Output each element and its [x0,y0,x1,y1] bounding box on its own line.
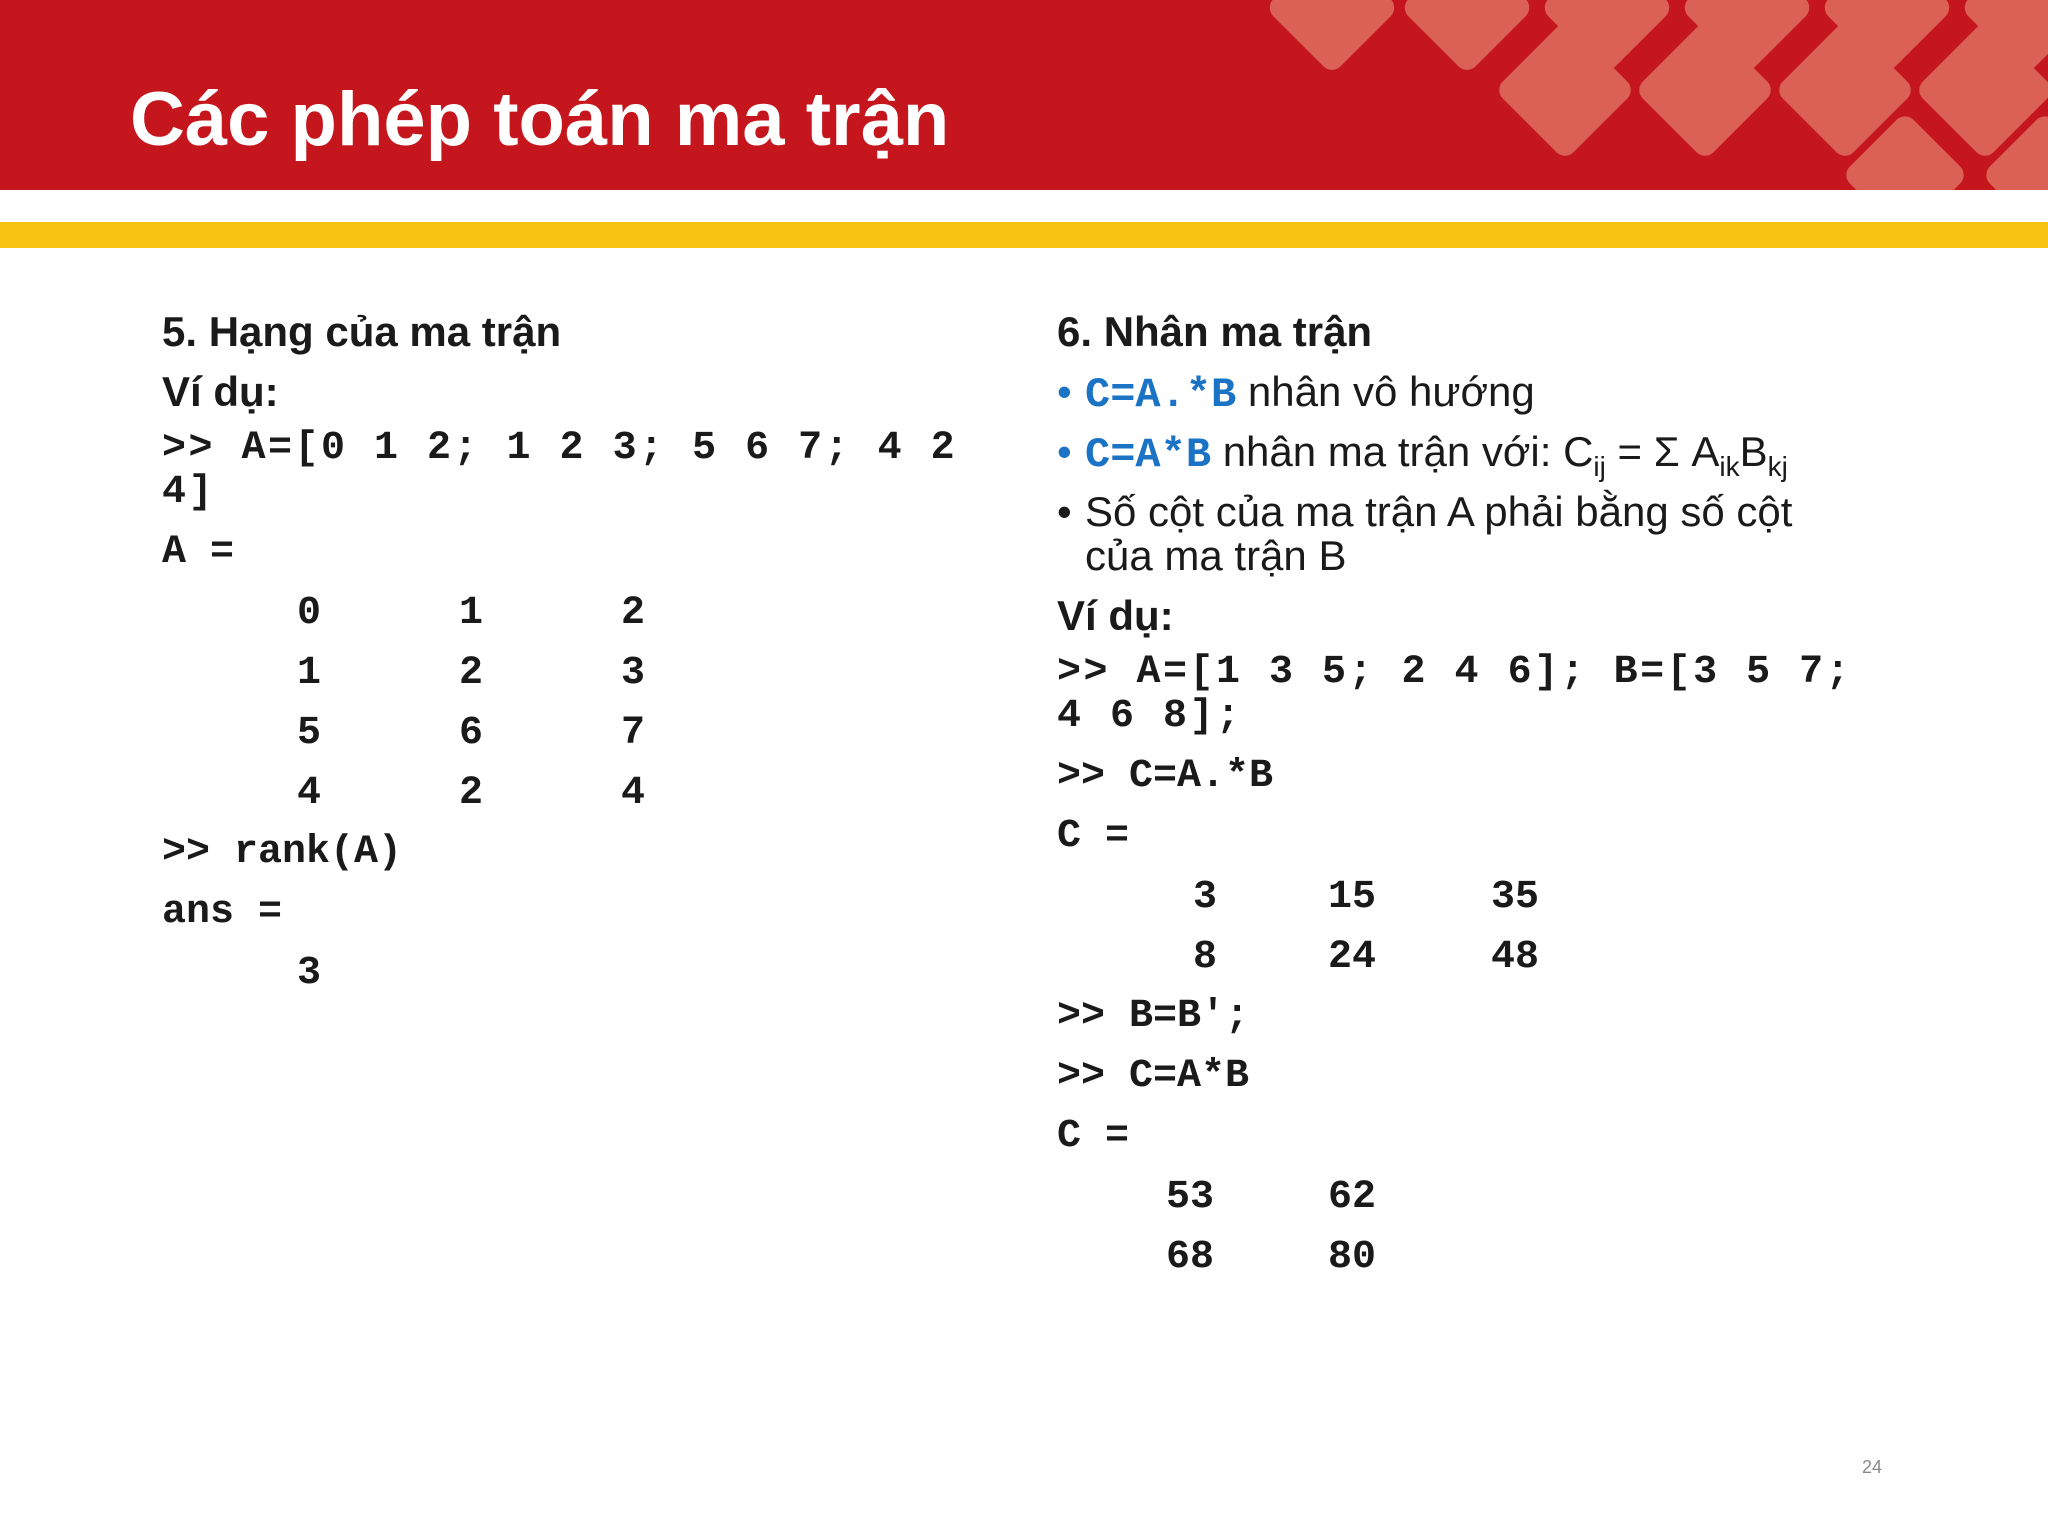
bullet-dimension-rule [1057,488,1793,535]
matrix-cell: 48 [1491,935,1540,980]
matrix-cell: 2 [459,771,484,816]
output-ans-label: ans = [162,890,283,935]
page-number: 24 [1862,1457,1883,1477]
matrix-cell: 15 [1328,875,1377,920]
bullet-text: Số cột của ma trận A phải bằng số cột [1085,488,1793,535]
code-transpose-command: >> B=B'; [1057,994,1250,1039]
matrix-cell: 7 [621,711,646,756]
matrix-cell: 1 [297,651,322,696]
code-define-a-b: >> A=[1 3 5; 2 4 6]; B=[3 5 7; 4 6 8]; [1057,650,1853,739]
code-keyword: C=A.*B [1085,371,1237,419]
matrix-cell: 35 [1491,875,1540,920]
bullet-text: nhân vô hướng [1236,368,1535,415]
bullet-continuation: của ma trận B [1085,532,1347,579]
matrix-cell: 53 [1166,1175,1215,1220]
bullet-elementwise [1057,368,1535,419]
matrix-cell: 1 [459,591,484,636]
code-rank-command: >> rank(A) [162,830,403,875]
code-define-matrix-a: >> A=[0 1 2; 1 2 3; 5 6 7; 4 2 4] [162,426,958,515]
bullet-dot: • [1057,488,1072,535]
section-heading-rank: 5. Hạng của ma trận [162,308,562,355]
matrix-cell: 62 [1328,1175,1377,1220]
matrix-cell: 2 [459,651,484,696]
accent-bar [0,222,2048,248]
code-matmul-command: >> C=A*B [1057,1054,1250,1099]
matrix-cell: 3 [621,651,646,696]
bullet-dot: • [1057,428,1072,475]
bullet-text: B [1739,428,1768,475]
bullet-text: nhân ma trận với: C [1211,428,1594,475]
matrix-cell: 8 [1193,935,1218,980]
output-c-label: C = [1057,814,1130,859]
slide-header [0,0,2048,190]
matrix-cell: 6 [459,711,484,756]
matrix-cell: 4 [621,771,646,816]
matrix-cell: 24 [1328,935,1377,980]
example-label: Ví dụ: [1057,592,1174,639]
output-c-label: C = [1057,1114,1130,1159]
matrix-cell: 3 [1193,875,1218,920]
subscript: kj [1767,451,1788,482]
example-label: Ví dụ: [162,368,279,415]
code-elementwise-command: >> C=A.*B [1057,754,1274,799]
bullet-dot: • [1057,368,1072,415]
matrix-cell: 2 [621,591,646,636]
matrix-cell: 80 [1328,1235,1377,1280]
code-keyword: C=A*B [1085,431,1212,479]
output-var-label: A = [162,530,235,575]
matrix-cell: 0 [297,591,322,636]
bullet-matrix-product [1057,428,1788,482]
slide-title: Các phép toán ma trận [130,77,950,162]
section-heading-multiplication: 6. Nhân ma trận [1057,308,1373,355]
bullet-text: = Σ A [1605,428,1720,475]
rank-result: 3 [297,951,322,996]
matrix-cell: 5 [297,711,322,756]
matrix-cell: 4 [297,771,322,816]
subscript: ik [1719,451,1740,482]
matrix-cell: 68 [1166,1235,1215,1280]
subscript: ij [1593,451,1606,482]
